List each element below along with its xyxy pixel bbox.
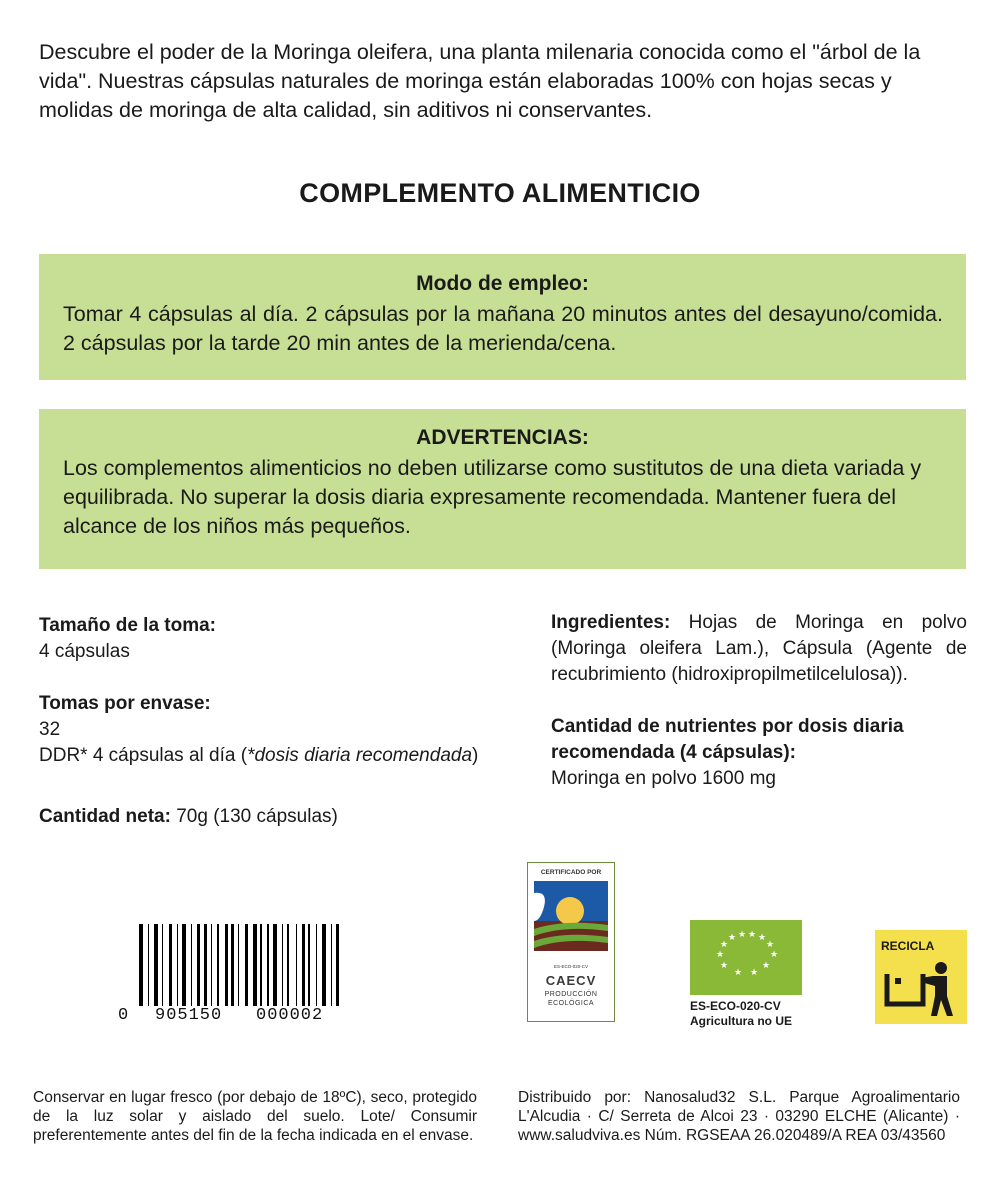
intro-paragraph: Descubre el poder de la Moringa oleifera, una planta milenaria conocida como el "árbol de la vida". Nuestras cápsulas naturales de moringa están elaboradas 100% con hojas secas y molidas de moringa de alta calidad, sin aditivos ni conservantes. [39, 40, 921, 122]
usage-text: Tomar 4 cápsulas al día. 2 cápsulas por la mañana 20 minutos antes del desayuno/comida. 2 cápsulas por la tarde 20 min antes de la merienda/cena. [63, 302, 943, 355]
svg-text:★: ★ [766, 940, 775, 950]
barcode-digits-mid: 905150 [155, 1006, 223, 1025]
svg-text:★: ★ [734, 968, 743, 978]
ddr-italic: *dosis diaria recomendada [247, 745, 473, 766]
svg-text:★: ★ [762, 961, 771, 971]
ingredients [551, 610, 967, 688]
warnings-title: ADVERTENCIAS: [416, 426, 589, 449]
barcode-bar [296, 924, 297, 1006]
caecv-sub2: ECOLÓGICA [547, 1000, 595, 1007]
ddr-line [39, 743, 529, 769]
svg-text:★: ★ [716, 950, 725, 960]
recycle-label: RECICLA [881, 939, 935, 953]
nutrients-value: Moringa en polvo 1600 mg [551, 768, 776, 789]
storage-text: Conservar en lugar fresco (por debajo de 18ºC), seco, protegido de la luz solar y aislado del suelo. Lote/ Consumir preferentemente antes del fin de la fecha indicada en el envase. [33, 1089, 477, 1144]
nutrients [551, 714, 967, 792]
barcode-bar [287, 924, 290, 1006]
barcode-bar [162, 924, 163, 1006]
svg-text:★: ★ [770, 950, 779, 960]
distributor-text: Distribuido por: Nanosalud32 S.L. Parque Agroalimentario L'Alcudia · C/ Serreta de Alcoi 23 · 03290 ELCHE (Alicante) · www.saludviva.es Núm. RGSEAA 26.020489/A REA 03/43560 [518, 1089, 960, 1144]
barcode-bar [316, 924, 317, 1006]
usage-title: Modo de empleo: [416, 272, 589, 295]
servings-per-container [39, 691, 529, 769]
barcode-bar [253, 924, 257, 1006]
barcode-bar [322, 924, 326, 1006]
svg-text:★: ★ [738, 930, 747, 940]
eu-organic-text [690, 999, 830, 1029]
servings-label: Tomas por envase: [39, 693, 211, 714]
barcode-bar [211, 924, 212, 1006]
eu-code: ES-ECO-020-CV [690, 999, 781, 1013]
barcode-bar [191, 924, 192, 1006]
barcode-bar [331, 924, 332, 1006]
ddr-close: ) [472, 745, 479, 766]
barcode-bar [245, 924, 248, 1006]
barcode-bar [282, 924, 283, 1006]
barcode-bar [260, 924, 261, 1006]
net-quantity-label: Cantidad neta: [39, 806, 171, 827]
servings-value: 32 [39, 719, 61, 740]
serving-size [39, 613, 529, 665]
barcode-bar [302, 924, 305, 1006]
caecv-top-text: CERTIFICADO POR [540, 869, 602, 876]
barcode-bar [204, 924, 208, 1006]
caecv-code: ES-ECO-020-CV [553, 964, 588, 969]
svg-text:★: ★ [758, 933, 767, 943]
barcode-bar [217, 924, 218, 1006]
barcode-bar [182, 924, 186, 1006]
barcode-digits-last: 000002 [256, 1006, 324, 1025]
page-title: COMPLEMENTO ALIMENTICIO [299, 178, 701, 208]
warnings-text: Los complementos alimenticios no deben utilizarse como sustitutos de una dieta variada y equilibrada. No superar la dosis diaria expresamente recomendada. Mantener fuera del alcance de los niños más pequeños. [63, 456, 922, 538]
ingredients-label: Ingredientes: [551, 612, 671, 633]
serving-size-label: Tamaño de la toma: [39, 615, 217, 636]
warnings-box [39, 409, 966, 569]
recycle-logo [875, 930, 967, 1024]
svg-text:★: ★ [750, 968, 759, 978]
barcode-bar [267, 924, 270, 1006]
barcode-bar [273, 924, 277, 1006]
svg-text:★: ★ [720, 940, 729, 950]
barcode-bar [177, 924, 178, 1006]
barcode [139, 924, 343, 1006]
eu-stars-leaf-icon [690, 920, 802, 995]
barcode-bar [139, 924, 143, 1006]
barcode-bar [169, 924, 172, 1006]
barcode-bar [197, 924, 200, 1006]
nutrients-label: Cantidad de nutrientes por dosis diaria recomendada (4 cápsulas): [551, 716, 904, 763]
barcode-bar [336, 924, 339, 1006]
ingredients-text: Hojas de Moringa en polvo (Moringa oleifera Lam.), Cápsula (Agente de recubrimiento (hidroxipropilmetilcelulosa)). [551, 612, 967, 685]
barcode-digit-first: 0 [118, 1006, 130, 1025]
recycle-person-icon [881, 960, 961, 1020]
barcode-bar [231, 924, 234, 1006]
caecv-sub1: PRODUCCIÓN [544, 991, 598, 998]
barcode-bar [154, 924, 158, 1006]
svg-text:★: ★ [720, 961, 729, 971]
svg-text:★: ★ [748, 930, 757, 940]
barcode-bar [238, 924, 239, 1006]
barcode-bar [308, 924, 309, 1006]
eu-organic-leaf-icon [690, 920, 802, 995]
caecv-name: CAECV [545, 973, 597, 988]
net-quantity [39, 804, 529, 830]
serving-size-value: 4 cápsulas [39, 641, 130, 662]
ddr-text: DDR* 4 cápsulas al día ( [39, 745, 248, 766]
barcode-bar [225, 924, 228, 1006]
caecv-emblem-icon [534, 881, 608, 966]
net-quantity-value: 70g (130 cápsulas) [170, 806, 338, 827]
eu-origin: Agricultura no UE [690, 1014, 793, 1028]
usage-box [39, 254, 966, 380]
barcode-bar [148, 924, 149, 1006]
svg-text:★: ★ [728, 933, 737, 943]
caecv-logo [527, 862, 615, 1022]
